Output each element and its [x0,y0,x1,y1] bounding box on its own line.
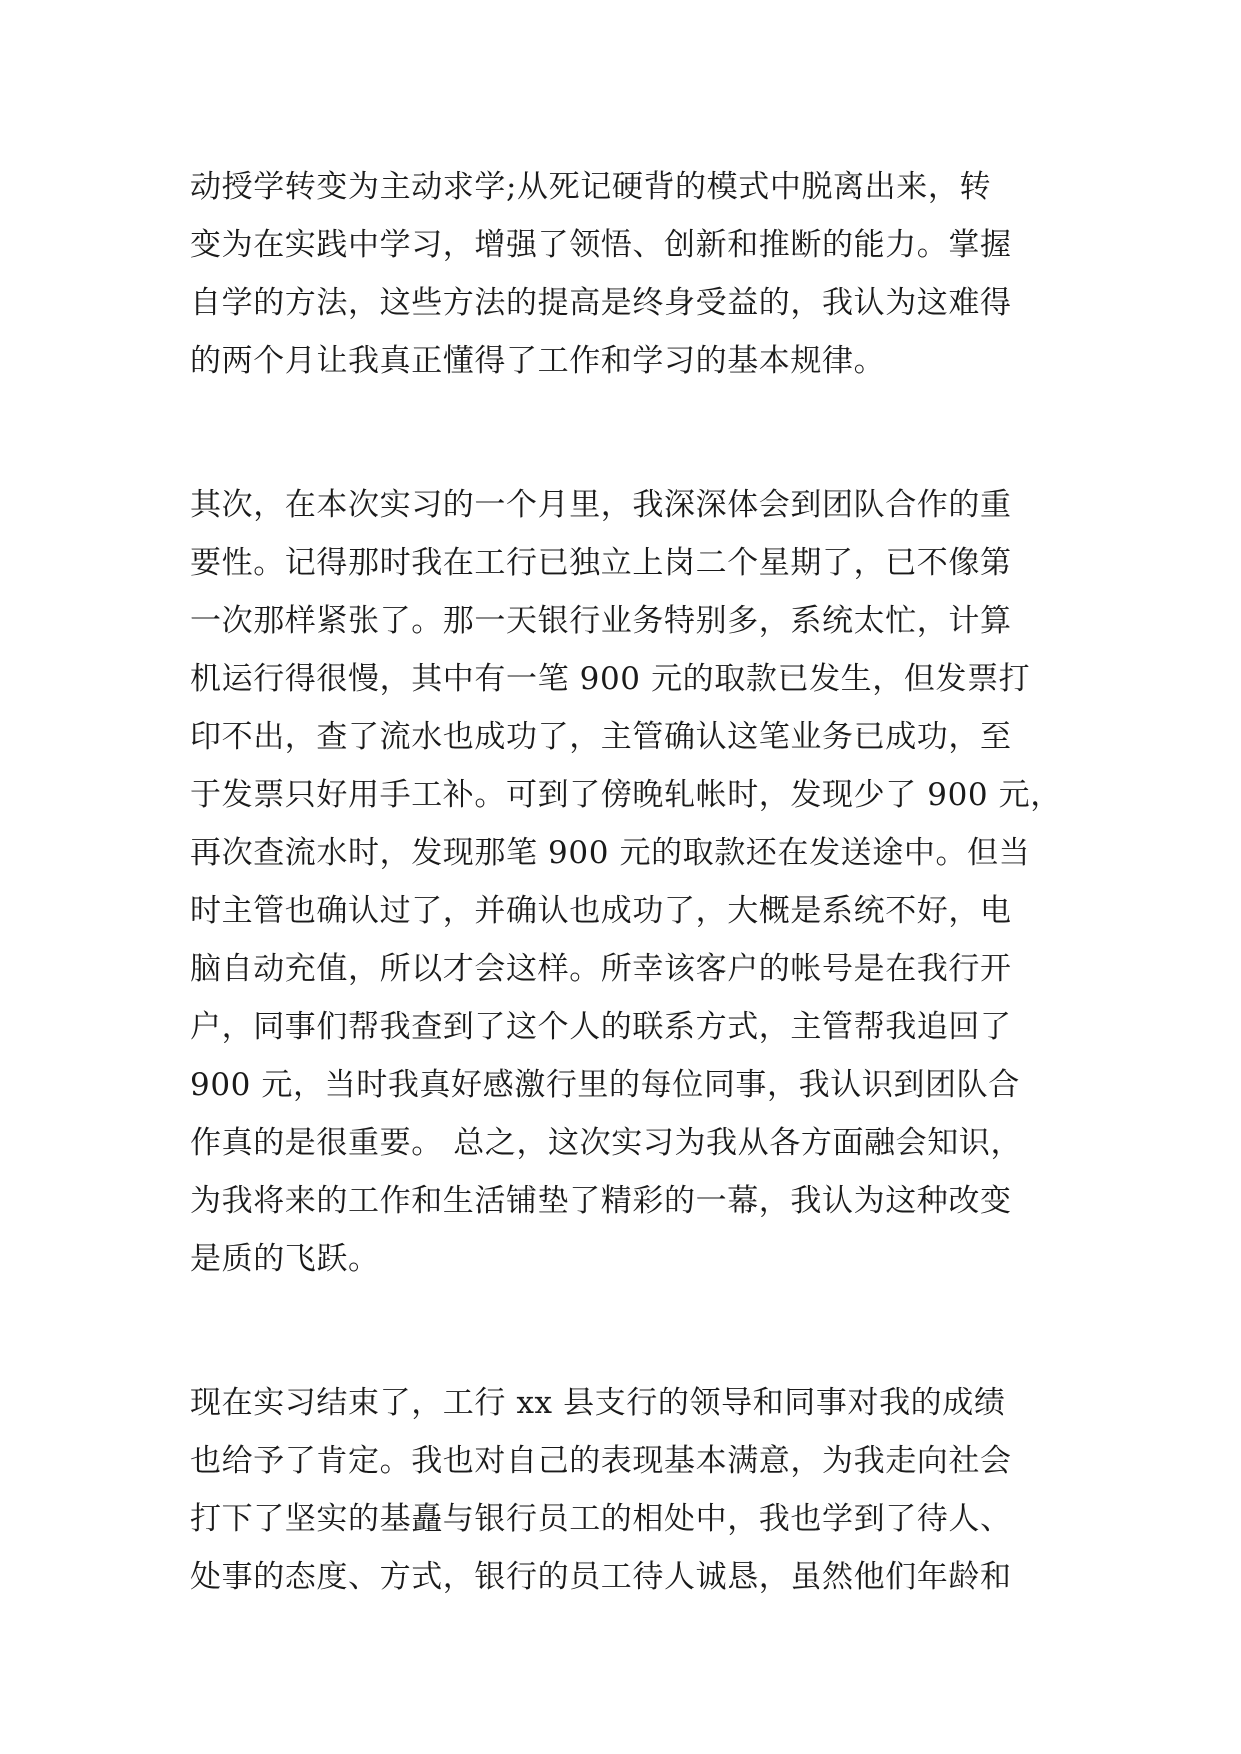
paragraph-2 [190,476,1070,1288]
text-line: 一次那样紧张了。那一天银行业务特别多，系统太忙，计算 [190,603,1012,639]
paragraph-spacer [190,1288,1070,1374]
text-line: 于发票只好用手工补。可到了傍晚轧帐时，发现少了 900 元， [190,777,1062,813]
text-line: 机运行得很慢，其中有一笔 900 元的取款已发生，但发票打 [190,661,1031,697]
text-line: 户，同事们帮我查到了这个人的联系方式，主管帮我追回了 [190,1009,1012,1045]
text-line: 再次查流水时，发现那笔 900 元的取款还在发送途中。但当 [190,835,1031,871]
text-line: 脑自动充值，所以才会这样。所幸该客户的帐号是在我行开 [190,951,1012,987]
text-line: 处事的态度、方式，银行的员工待人诚恳，虽然他们年龄和 [190,1559,1012,1595]
text-line: 现在实习结束了，工行 xx 县支行的领导和同事对我的成绩 [190,1385,1006,1421]
text-line: 印不出，查了流水也成功了，主管确认这笔业务已成功，至 [190,719,1012,755]
text-line: 也给予了肯定。我也对自己的表现基本满意，为我走向社会 [190,1443,1012,1479]
text-line: 为我将来的工作和生活铺垫了精彩的一幕，我认为这种改变 [190,1183,1012,1219]
text-line: 要性。记得那时我在工行已独立上岗二个星期了，已不像第 [190,545,1012,581]
text-line: 动授学转变为主动求学;从死记硬背的模式中脱离出来，转 [190,169,992,205]
paragraph-1 [190,158,1070,390]
text-line: 是质的飞跃。 [190,1241,380,1277]
text-line: 900 元，当时我真好感激行里的每位同事，我认识到团队合 [190,1067,1020,1103]
text-line: 变为在实践中学习，增强了领悟、创新和推断的能力。掌握 [190,227,1012,263]
document-body [190,158,1070,1606]
paragraph-spacer [190,390,1070,476]
paragraph-3 [190,1374,1070,1606]
text-line: 其次，在本次实习的一个月里，我深深体会到团队合作的重 [190,487,1012,523]
text-line: 打下了坚实的基矗与银行员工的相处中，我也学到了待人、 [190,1501,1012,1537]
text-line: 时主管也确认过了，并确认也成功了，大概是系统不好，电 [190,893,1012,929]
text-line: 作真的是很重要。 总之，这次实习为我从各方面融会知识， [190,1125,1023,1161]
text-line: 的两个月让我真正懂得了工作和学习的基本规律。 [190,343,886,379]
text-line: 自学的方法，这些方法的提高是终身受益的，我认为这难得 [190,285,1012,321]
